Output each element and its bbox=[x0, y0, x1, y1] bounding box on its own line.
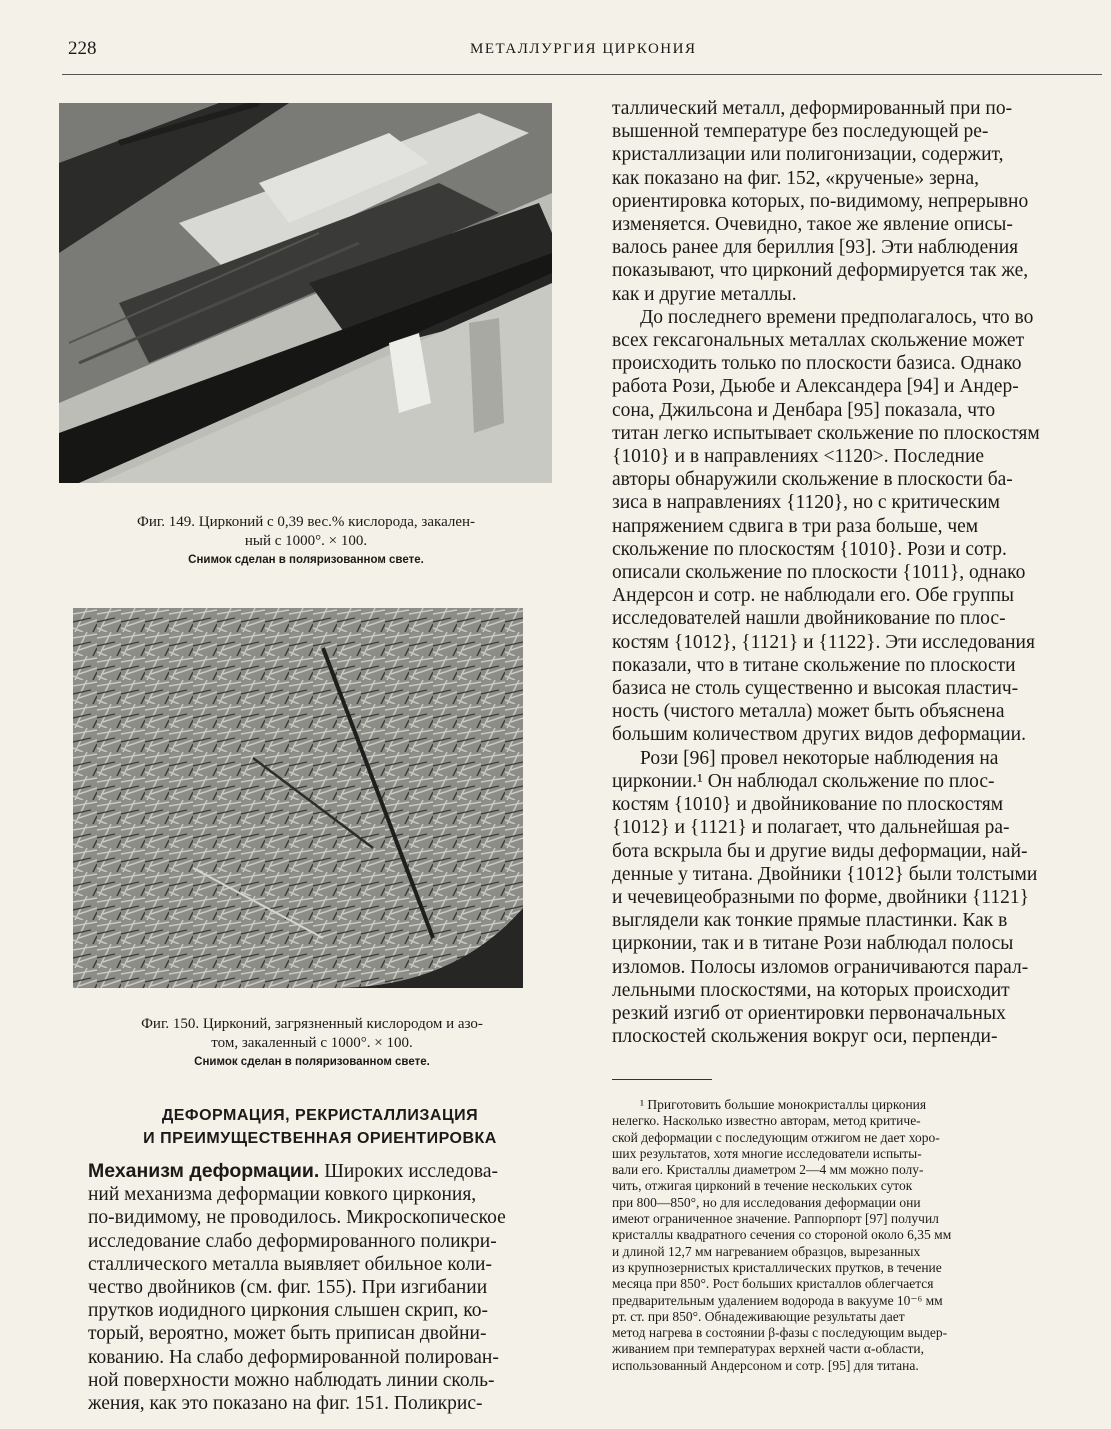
text-line: как и другие металлы. bbox=[612, 283, 797, 305]
running-title: МЕТАЛЛУРГИЯ ЦИРКОНИЯ bbox=[470, 41, 697, 57]
left-column-text bbox=[88, 1160, 553, 1415]
figure-150-caption bbox=[57, 1015, 567, 1053]
text-line: скольжение по плоскостям {1010}. Рози и сотр. bbox=[612, 538, 1007, 560]
text-line: базиса не столь существенно и высокая пластич- bbox=[612, 678, 1019, 700]
figure-150-micrograph bbox=[73, 608, 523, 988]
figure-149-caption bbox=[60, 513, 552, 551]
caption-line: Фиг. 150. Цирконий, загрязненный кислородом и азо- bbox=[141, 1016, 483, 1032]
text-line: напряжением сдвига в три раза больше, чем bbox=[612, 515, 979, 537]
text-line: денные у титана. Двойники {1012} были толстыми bbox=[612, 863, 1038, 885]
text-line: Рози [96] провел некоторые наблюдения на bbox=[640, 747, 999, 769]
text-line: и длиной 12,7 мм нагреванием образцов, вырезанных bbox=[612, 1243, 921, 1259]
text-line: цирконии, так и в титане Рози наблюдал полосы bbox=[612, 933, 1014, 955]
text-line: ность (чистого металла) может быть объяснена bbox=[612, 701, 1005, 723]
text-line: по-видимому, не проводилось. Микроскопическое bbox=[88, 1207, 506, 1229]
text-line: происходить только по плоскости базиса. Однако bbox=[612, 353, 1022, 375]
text-line: чить, отжигая цирконий в течение нескольких суток bbox=[612, 1178, 913, 1194]
text-line: До последнего времени предполагалось, что во bbox=[640, 306, 1034, 328]
text-line: костям {1010} и двойникование по плоскостям bbox=[612, 794, 1004, 816]
text-line: изменяется. Очевидно, такое же явление описы- bbox=[612, 214, 1013, 236]
text-line: костям {1012}, {1121} и {1122}. Эти исследования bbox=[612, 631, 1035, 653]
text-line bbox=[88, 1160, 553, 1183]
figure-150-note: Снимок сделан в поляризованном свете. bbox=[194, 1056, 430, 1068]
text-line: кристаллы квадратного сечения со стороной около 6,35 мм bbox=[612, 1227, 952, 1243]
section-heading-line: ДЕФОРМАЦИЯ, РЕКРИСТАЛЛИЗАЦИЯ bbox=[161, 1107, 479, 1124]
page-number: 228 bbox=[68, 38, 97, 59]
text-line: торый, вероятно, может быть приписан двойни- bbox=[88, 1323, 487, 1345]
text-line: лельными плоскостями, на которых происходит bbox=[612, 979, 1010, 1001]
text-line: {1010} и в направлениях <1120>. Последние bbox=[612, 446, 985, 468]
text-line: ориентировка которых, по-видимому, непрерывно bbox=[612, 190, 1029, 212]
text-line: жения, как это показано на фиг. 151. Поликрис- bbox=[88, 1393, 483, 1415]
text-line: плоскостей скольжения вокруг оси, перпенди- bbox=[612, 1026, 998, 1048]
text-line: месяца при 850°. Рост больших кристаллов облегчается bbox=[612, 1276, 934, 1292]
text-line: и чечевицеобразными по форме, двойники {1121} bbox=[612, 886, 1029, 908]
figure-149-note: Снимок сделан в поляризованном свете. bbox=[188, 554, 424, 566]
text-line: метод нагрева в состоянии β-фазы с последующим выдер- bbox=[612, 1325, 948, 1341]
text-line: при 800—850°, но для исследования деформации они bbox=[612, 1194, 921, 1210]
caption-line: ный с 1000°. × 100. bbox=[244, 533, 368, 549]
paragraph-lead: Механизм деформации. bbox=[88, 1160, 320, 1182]
figure-149-micrograph bbox=[59, 103, 552, 483]
text-line: бота вскрыла бы и другие виды деформации, най- bbox=[612, 840, 1028, 862]
text-line: сталлического металла выявляет обильное коли- bbox=[88, 1253, 492, 1275]
text-line: авторы обнаружили скольжение в плоскости ба- bbox=[612, 469, 1013, 491]
text-line: {1012} и {1121} и полагает, что дальнейшая ра- bbox=[612, 817, 1010, 839]
text-line: показали, что в титане скольжение по плоскости bbox=[612, 654, 1016, 676]
right-column-text bbox=[612, 97, 1092, 1048]
text-line: вышенной температуре без последующей ре- bbox=[612, 121, 989, 143]
caption-line: Фиг. 149. Цирконий с 0,39 вес.% кислорода, закален- bbox=[136, 514, 476, 530]
text-line: из крупнозернистых кристаллических прутков, в течение bbox=[612, 1259, 942, 1275]
text-line: живанием при температурах верхней части α-области, bbox=[612, 1341, 925, 1357]
text-line: рт. ст. при 850°. Обнадеживающие результаты дает bbox=[612, 1308, 905, 1324]
text-line: титан легко испытывает скольжение по плоскостям bbox=[612, 422, 1040, 444]
text-line: предварительным удалением водорода в вакууме 10⁻⁶ мм bbox=[612, 1292, 943, 1308]
text-line: использованный Андерсоном и сотр. [95] для титана. bbox=[612, 1357, 919, 1373]
text-line: сона, Джильсона и Денбара [95] показала, что bbox=[612, 399, 996, 421]
text-line: работа Рози, Дьюбе и Александера [94] и Андер- bbox=[612, 376, 1019, 398]
text-line: прутков иодидного циркония слышен скрип, ко- bbox=[88, 1300, 489, 1322]
text-line: как показано на фиг. 152, «крученые» зерна, bbox=[612, 167, 980, 189]
text-line: всех гексагональных металлах скольжение может bbox=[612, 330, 1025, 352]
text-line: выглядели как тонкие прямые пластинки. Как в bbox=[612, 910, 1008, 932]
section-heading-line: И ПРЕИМУЩЕСТВЕННАЯ ОРИЕНТИРОВКА bbox=[143, 1130, 497, 1147]
text-line: зиса в направлениях {1120}, но с критическим bbox=[612, 492, 1000, 514]
text-line: ших результатов, хотя многие исследователи испыты- bbox=[612, 1145, 922, 1161]
text-line: чество двойников (см. фиг. 155). При изгибании bbox=[88, 1277, 488, 1299]
text-line: ¹ Приготовить большие монокристаллы циркония bbox=[640, 1097, 927, 1112]
text-line: кристаллизации или полигонизации, содержит, bbox=[612, 144, 1004, 166]
text-line: изломов. Полосы изломов ограничиваются парал- bbox=[612, 956, 1029, 978]
text-line: Андерсон и сотр. не наблюдали его. Обе группы bbox=[612, 585, 1015, 607]
footnote bbox=[612, 1097, 1092, 1374]
text-line: ской деформации с последующим отжигом не дает хоро- bbox=[612, 1129, 940, 1145]
text-line: вали его. Кристаллы диаметром 2—4 мм можно полу- bbox=[612, 1162, 924, 1178]
text-line: таллический металл, деформированный при по- bbox=[612, 98, 1013, 119]
text-line: исследователей нашли двойникование по плос- bbox=[612, 608, 1006, 630]
text-line: исследование слабо деформированного поликри- bbox=[88, 1230, 497, 1252]
text-fragment: Широких исследова- bbox=[319, 1161, 498, 1182]
text-line: показывают, что цирконий деформируется так же, bbox=[612, 260, 1029, 282]
caption-line: том, закаленный с 1000°. × 100. bbox=[211, 1035, 413, 1051]
section-heading bbox=[85, 1104, 555, 1150]
text-line: нелегко. Насколько известно авторам, метод критиче- bbox=[612, 1113, 921, 1129]
text-line: кованию. На слабо деформированной полирован- bbox=[88, 1346, 499, 1368]
footnote-rule bbox=[612, 1079, 712, 1080]
text-line: описали скольжение по плоскости {1011}, однако bbox=[612, 562, 1026, 584]
header-rule bbox=[62, 74, 1102, 75]
text-line: валось ранее для бериллия [93]. Эти наблюдения bbox=[612, 237, 1019, 259]
text-line: большим количеством других видов деформации. bbox=[612, 724, 1026, 746]
text-line: резкий изгиб от ориентировки первоначальных bbox=[612, 1002, 1006, 1024]
text-line: имеют ограниченное значение. Раппорпорт [97] получил bbox=[612, 1211, 939, 1227]
text-line: цирконии.¹ Он наблюдал скольжение по плос- bbox=[612, 770, 995, 792]
text-line: ной поверхности можно наблюдать линии сколь- bbox=[88, 1369, 495, 1391]
text-line: ний механизма деформации ковкого циркония, bbox=[88, 1184, 477, 1206]
